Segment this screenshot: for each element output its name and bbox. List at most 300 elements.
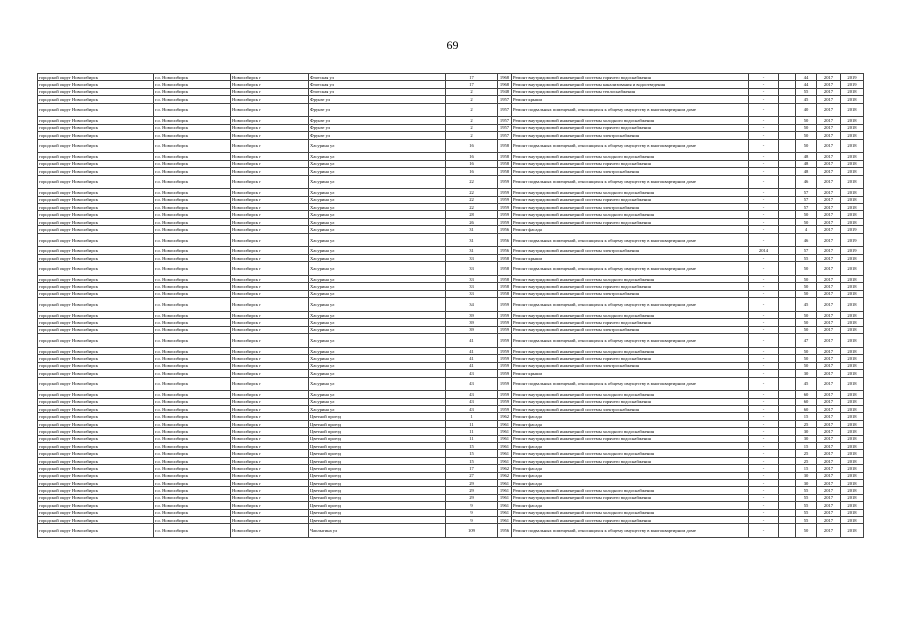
last-repair-cell: - — [749, 465, 779, 472]
work-type-cell: Ремонт крыши — [512, 254, 749, 261]
city-cell: Новосибирск г — [231, 443, 309, 450]
street-cell: Фрунзе ул — [309, 117, 446, 124]
last-repair-cell: - — [749, 81, 779, 88]
city-cell: Новосибирск г — [231, 465, 309, 472]
start-year-cell: 2017 — [817, 226, 841, 233]
municipality-cell: г.о. Новосибирск — [154, 160, 231, 167]
start-year-cell: 2017 — [817, 132, 841, 139]
count-cell: 57 — [796, 204, 817, 211]
end-year-cell: 2018 — [841, 96, 864, 103]
build-year-cell: 1959 — [498, 204, 512, 211]
count-cell: 50 — [796, 311, 817, 318]
work-type-cell: Ремонт фасада — [512, 443, 749, 450]
city-cell: Новосибирск г — [231, 117, 309, 124]
table-row — [38, 420, 864, 427]
extra-cell — [779, 472, 796, 479]
work-type-cell: Ремонт подвальных помещений, относящихся к общему имуществу в многоквартирном доме — [512, 139, 749, 153]
end-year-cell: 2018 — [841, 175, 864, 189]
build-year-cell: 1961 — [498, 450, 512, 457]
house-number-cell: 2 — [446, 96, 498, 103]
last-repair-cell: - — [749, 117, 779, 124]
table-row — [38, 443, 864, 450]
extra-cell — [779, 435, 796, 442]
work-type-cell: Ремонт внутридомовой инженерной системы горячего водоснабжения — [512, 218, 749, 225]
table-row — [38, 377, 864, 391]
last-repair-cell: 2014 — [749, 247, 779, 254]
table-row — [38, 362, 864, 369]
extra-cell — [779, 509, 796, 516]
count-cell: 50 — [796, 262, 817, 276]
extra-cell — [779, 124, 796, 131]
house-number-cell: 15 — [446, 443, 498, 450]
house-number-cell: 1 — [446, 413, 498, 420]
count-cell: 50 — [796, 362, 817, 369]
district-cell: городской округ Новосибирск — [38, 494, 154, 501]
count-cell: 57 — [796, 247, 817, 254]
last-repair-cell: - — [749, 347, 779, 354]
house-number-cell: 43 — [446, 391, 498, 398]
end-year-cell: 2018 — [841, 362, 864, 369]
build-year-cell: 1959 — [498, 311, 512, 318]
last-repair-cell: - — [749, 103, 779, 117]
extra-cell — [779, 132, 796, 139]
work-type-cell: Ремонт внутридомовой инженерной системы холодного водоснабжения — [512, 276, 749, 283]
count-cell: 44 — [796, 81, 817, 88]
start-year-cell: 2017 — [817, 196, 841, 203]
district-cell: городской округ Новосибирск — [38, 226, 154, 233]
municipality-cell: г.о. Новосибирск — [154, 74, 231, 81]
start-year-cell: 2017 — [817, 355, 841, 362]
district-cell: городской округ Новосибирск — [38, 398, 154, 405]
last-repair-cell: - — [749, 319, 779, 326]
end-year-cell: 2018 — [841, 139, 864, 153]
extra-cell — [779, 276, 796, 283]
house-number-cell: 22 — [446, 175, 498, 189]
start-year-cell: 2017 — [817, 283, 841, 290]
street-cell: Цветной проезд — [309, 465, 446, 472]
street-cell: Флотская ул — [309, 88, 446, 95]
table-row — [38, 509, 864, 516]
count-cell: 50 — [796, 124, 817, 131]
table-row — [38, 117, 864, 124]
end-year-cell: 2018 — [841, 391, 864, 398]
work-type-cell: Ремонт внутридомовой инженерной системы холодного водоснабжения — [512, 117, 749, 124]
count-cell: 46 — [796, 175, 817, 189]
work-type-cell: Ремонт подвальных помещений, относящихся к общему имуществу в многоквартирном доме — [512, 233, 749, 247]
municipality-cell: г.о. Новосибирск — [154, 276, 231, 283]
house-number-cell: 11 — [446, 420, 498, 427]
build-year-cell: 1957 — [498, 103, 512, 117]
work-type-cell: Ремонт внутридомовой инженерной системы горячего водоснабжения — [512, 124, 749, 131]
city-cell: Новосибирск г — [231, 362, 309, 369]
work-type-cell: Ремонт внутридомовой инженерной системы холодного водоснабжения — [512, 311, 749, 318]
city-cell: Новосибирск г — [231, 457, 309, 464]
street-cell: Хасурина ул — [309, 398, 446, 405]
table-row — [38, 233, 864, 247]
build-year-cell: 1961 — [498, 494, 512, 501]
end-year-cell: 2018 — [841, 290, 864, 297]
municipality-cell: г.о. Новосибирск — [154, 420, 231, 427]
last-repair-cell: - — [749, 406, 779, 413]
work-type-cell: Ремонт внутридомовой инженерной системы холодного водоснабжения — [512, 428, 749, 435]
last-repair-cell: - — [749, 88, 779, 95]
count-cell: 50 — [796, 347, 817, 354]
district-cell: городской округ Новосибирск — [38, 204, 154, 211]
count-cell: 60 — [796, 398, 817, 405]
house-number-cell: 29 — [446, 487, 498, 494]
build-year-cell: 1957 — [498, 132, 512, 139]
extra-cell — [779, 298, 796, 312]
district-cell: городской округ Новосибирск — [38, 262, 154, 276]
work-type-cell: Ремонт внутридомовой инженерной системы электроснабжения — [512, 168, 749, 175]
district-cell: городской округ Новосибирск — [38, 428, 154, 435]
table-row — [38, 262, 864, 276]
house-number-cell: 16 — [446, 168, 498, 175]
build-year-cell: 1962 — [498, 413, 512, 420]
table-row — [38, 276, 864, 283]
house-number-cell: 109 — [446, 524, 498, 538]
city-cell: Новосибирск г — [231, 509, 309, 516]
build-year-cell: 1961 — [498, 457, 512, 464]
house-number-cell: 31 — [446, 247, 498, 254]
house-number-cell: 28 — [446, 211, 498, 218]
last-repair-cell: - — [749, 487, 779, 494]
end-year-cell: 2018 — [841, 153, 864, 160]
extra-cell — [779, 391, 796, 398]
end-year-cell: 2018 — [841, 168, 864, 175]
last-repair-cell: - — [749, 457, 779, 464]
work-type-cell: Ремонт крыши — [512, 96, 749, 103]
extra-cell — [779, 189, 796, 196]
municipality-cell: г.о. Новосибирск — [154, 362, 231, 369]
street-cell: Хасурина ул — [309, 362, 446, 369]
district-cell: городской округ Новосибирск — [38, 370, 154, 377]
municipality-cell: г.о. Новосибирск — [154, 153, 231, 160]
house-number-cell: 22 — [446, 204, 498, 211]
extra-cell — [779, 326, 796, 333]
end-year-cell: 2018 — [841, 132, 864, 139]
start-year-cell: 2017 — [817, 168, 841, 175]
work-type-cell: Ремонт внутридомовой инженерной системы горячего водоснабжения — [512, 398, 749, 405]
end-year-cell: 2018 — [841, 88, 864, 95]
extra-cell — [779, 262, 796, 276]
start-year-cell: 2017 — [817, 420, 841, 427]
street-cell: Хасурина ул — [309, 262, 446, 276]
house-number-cell: 16 — [446, 139, 498, 153]
start-year-cell: 2017 — [817, 370, 841, 377]
district-cell: городской округ Новосибирск — [38, 160, 154, 167]
table-body — [38, 74, 864, 538]
work-type-cell: Ремонт внутридомовой инженерной системы электроснабжения — [512, 247, 749, 254]
municipality-cell: г.о. Новосибирск — [154, 117, 231, 124]
table-row — [38, 413, 864, 420]
municipality-cell: г.о. Новосибирск — [154, 413, 231, 420]
district-cell: городской округ Новосибирск — [38, 254, 154, 261]
start-year-cell: 2017 — [817, 480, 841, 487]
last-repair-cell: - — [749, 160, 779, 167]
build-year-cell: 1961 — [498, 435, 512, 442]
table-row — [38, 480, 864, 487]
street-cell: Флотская ул — [309, 81, 446, 88]
house-number-cell: 33 — [446, 290, 498, 297]
count-cell: 55 — [796, 516, 817, 523]
end-year-cell: 2018 — [841, 124, 864, 131]
house-number-cell: 2 — [446, 103, 498, 117]
house-number-cell: 43 — [446, 370, 498, 377]
table-row — [38, 311, 864, 318]
work-type-cell: Ремонт крыши — [512, 370, 749, 377]
house-number-cell: 11 — [446, 428, 498, 435]
start-year-cell: 2017 — [817, 334, 841, 348]
table-row — [38, 247, 864, 254]
last-repair-cell: - — [749, 413, 779, 420]
city-cell: Новосибирск г — [231, 81, 309, 88]
district-cell: городской округ Новосибирск — [38, 168, 154, 175]
start-year-cell: 2017 — [817, 487, 841, 494]
table-row — [38, 74, 864, 81]
start-year-cell: 2017 — [817, 160, 841, 167]
end-year-cell: 2018 — [841, 502, 864, 509]
work-type-cell: Ремонт внутридомовой инженерной системы горячего водоснабжения — [512, 516, 749, 523]
work-type-cell: Ремонт фасада — [512, 472, 749, 479]
street-cell: Цветной проезд — [309, 450, 446, 457]
municipality-cell: г.о. Новосибирск — [154, 472, 231, 479]
city-cell: Новосибирск г — [231, 96, 309, 103]
street-cell: Хасурина ул — [309, 175, 446, 189]
extra-cell — [779, 413, 796, 420]
municipality-cell: г.о. Новосибирск — [154, 355, 231, 362]
municipality-cell: г.о. Новосибирск — [154, 254, 231, 261]
district-cell: городской округ Новосибирск — [38, 420, 154, 427]
start-year-cell: 2017 — [817, 377, 841, 391]
municipality-cell: г.о. Новосибирск — [154, 480, 231, 487]
street-cell: Хасурина ул — [309, 153, 446, 160]
end-year-cell: 2018 — [841, 160, 864, 167]
street-cell: Хасурина ул — [309, 298, 446, 312]
last-repair-cell: - — [749, 524, 779, 538]
end-year-cell: 2018 — [841, 355, 864, 362]
end-year-cell: 2018 — [841, 472, 864, 479]
end-year-cell: 2018 — [841, 189, 864, 196]
table-row — [38, 124, 864, 131]
build-year-cell: 1962 — [498, 465, 512, 472]
last-repair-cell: - — [749, 391, 779, 398]
street-cell: Хасурина ул — [309, 218, 446, 225]
street-cell: Чаплыгина ул — [309, 524, 446, 538]
district-cell: городской округ Новосибирск — [38, 509, 154, 516]
table-row — [38, 457, 864, 464]
work-type-cell: Ремонт внутридомовой инженерной системы электроснабжения — [512, 290, 749, 297]
count-cell: 57 — [796, 196, 817, 203]
start-year-cell: 2017 — [817, 103, 841, 117]
extra-cell — [779, 117, 796, 124]
street-cell: Хасурина ул — [309, 283, 446, 290]
municipality-cell: г.о. Новосибирск — [154, 196, 231, 203]
count-cell: 48 — [796, 153, 817, 160]
municipality-cell: г.о. Новосибирск — [154, 168, 231, 175]
work-type-cell: Ремонт фасада — [512, 413, 749, 420]
city-cell: Новосибирск г — [231, 153, 309, 160]
count-cell: 30 — [796, 370, 817, 377]
extra-cell — [779, 196, 796, 203]
house-number-cell: 43 — [446, 377, 498, 391]
count-cell: 50 — [796, 139, 817, 153]
last-repair-cell: - — [749, 168, 779, 175]
start-year-cell: 2017 — [817, 509, 841, 516]
start-year-cell: 2017 — [817, 428, 841, 435]
count-cell: 44 — [796, 74, 817, 81]
house-number-cell: 9 — [446, 502, 498, 509]
district-cell: городской округ Новосибирск — [38, 218, 154, 225]
end-year-cell: 2018 — [841, 509, 864, 516]
city-cell: Новосибирск г — [231, 290, 309, 297]
work-type-cell: Ремонт внутридомовой инженерной системы холодного водоснабжения — [512, 347, 749, 354]
work-type-cell: Ремонт внутридомовой инженерной системы холодного водоснабжения — [512, 391, 749, 398]
work-type-cell: Ремонт внутридомовой инженерной системы канализования и водоотведения — [512, 81, 749, 88]
last-repair-cell: - — [749, 218, 779, 225]
count-cell: 45 — [796, 298, 817, 312]
municipality-cell: г.о. Новосибирск — [154, 262, 231, 276]
city-cell: Новосибирск г — [231, 450, 309, 457]
work-type-cell: Ремонт внутридомовой инженерной системы горячего водоснабжения — [512, 319, 749, 326]
start-year-cell: 2017 — [817, 494, 841, 501]
city-cell: Новосибирск г — [231, 355, 309, 362]
street-cell: Цветной проезд — [309, 480, 446, 487]
municipality-cell: г.о. Новосибирск — [154, 96, 231, 103]
extra-cell — [779, 96, 796, 103]
street-cell: Цветной проезд — [309, 457, 446, 464]
district-cell: городской округ Новосибирск — [38, 189, 154, 196]
house-number-cell: 43 — [446, 406, 498, 413]
last-repair-cell: - — [749, 355, 779, 362]
end-year-cell: 2018 — [841, 204, 864, 211]
municipality-cell: г.о. Новосибирск — [154, 406, 231, 413]
last-repair-cell: - — [749, 196, 779, 203]
street-cell: Фрунзе ул — [309, 96, 446, 103]
count-cell: 46 — [796, 233, 817, 247]
street-cell: Цветной проезд — [309, 420, 446, 427]
end-year-cell: 2018 — [841, 370, 864, 377]
last-repair-cell: - — [749, 443, 779, 450]
district-cell: городской округ Новосибирск — [38, 132, 154, 139]
work-type-cell: Ремонт внутридомовой инженерной системы электроснабжения — [512, 132, 749, 139]
work-type-cell: Ремонт подвальных помещений, относящихся к общему имуществу в многоквартирном доме — [512, 334, 749, 348]
start-year-cell: 2017 — [817, 262, 841, 276]
house-number-cell: 39 — [446, 326, 498, 333]
count-cell: 48 — [796, 160, 817, 167]
start-year-cell: 2017 — [817, 74, 841, 81]
city-cell: Новосибирск г — [231, 334, 309, 348]
count-cell: 30 — [796, 435, 817, 442]
extra-cell — [779, 398, 796, 405]
start-year-cell: 2017 — [817, 153, 841, 160]
work-type-cell: Ремонт внутридомовой инженерной системы теплоснабжения — [512, 88, 749, 95]
start-year-cell: 2017 — [817, 96, 841, 103]
count-cell: 50 — [796, 319, 817, 326]
last-repair-cell: - — [749, 153, 779, 160]
city-cell: Новосибирск г — [231, 132, 309, 139]
city-cell: Новосибирск г — [231, 420, 309, 427]
city-cell: Новосибирск г — [231, 168, 309, 175]
work-type-cell: Ремонт внутридомовой инженерной системы горячего водоснабжения — [512, 435, 749, 442]
house-number-cell: 22 — [446, 196, 498, 203]
last-repair-cell: - — [749, 74, 779, 81]
district-cell: городской округ Новосибирск — [38, 435, 154, 442]
build-year-cell: 1968 — [498, 81, 512, 88]
municipality-cell: г.о. Новосибирск — [154, 81, 231, 88]
last-repair-cell: - — [749, 254, 779, 261]
work-type-cell: Ремонт фасада — [512, 420, 749, 427]
build-year-cell: 1956 — [498, 524, 512, 538]
build-year-cell: 1958 — [498, 290, 512, 297]
table-row — [38, 132, 864, 139]
table-row — [38, 168, 864, 175]
last-repair-cell: - — [749, 139, 779, 153]
last-repair-cell: - — [749, 132, 779, 139]
start-year-cell: 2017 — [817, 139, 841, 153]
street-cell: Хасурина ул — [309, 204, 446, 211]
build-year-cell: 1957 — [498, 124, 512, 131]
street-cell: Хасурина ул — [309, 168, 446, 175]
count-cell: 15 — [796, 413, 817, 420]
end-year-cell: 2018 — [841, 480, 864, 487]
build-year-cell: 1958 — [498, 160, 512, 167]
extra-cell — [779, 218, 796, 225]
count-cell: 30 — [796, 428, 817, 435]
table-row — [38, 494, 864, 501]
municipality-cell: г.о. Новосибирск — [154, 283, 231, 290]
district-cell: городской округ Новосибирск — [38, 319, 154, 326]
work-type-cell: Ремонт внутридомовой инженерной системы холодного водоснабжения — [512, 189, 749, 196]
table-row — [38, 96, 864, 103]
city-cell: Новосибирск г — [231, 311, 309, 318]
last-repair-cell: - — [749, 211, 779, 218]
extra-cell — [779, 362, 796, 369]
district-cell: городской округ Новосибирск — [38, 311, 154, 318]
municipality-cell: г.о. Новосибирск — [154, 175, 231, 189]
municipality-cell: г.о. Новосибирск — [154, 465, 231, 472]
last-repair-cell: - — [749, 502, 779, 509]
city-cell: Новосибирск г — [231, 211, 309, 218]
extra-cell — [779, 153, 796, 160]
city-cell: Новосибирск г — [231, 398, 309, 405]
house-number-cell: 41 — [446, 362, 498, 369]
house-number-cell: 29 — [446, 494, 498, 501]
work-type-cell: Ремонт внутридомовой инженерной системы горячего водоснабжения — [512, 283, 749, 290]
work-type-cell: Ремонт подвальных помещений, относящихся к общему имуществу в многоквартирном доме — [512, 262, 749, 276]
build-year-cell: 1959 — [498, 218, 512, 225]
house-number-cell: 2 — [446, 132, 498, 139]
start-year-cell: 2017 — [817, 276, 841, 283]
district-cell: городской округ Новосибирск — [38, 124, 154, 131]
count-cell: 30 — [796, 480, 817, 487]
house-number-cell: 41 — [446, 347, 498, 354]
count-cell: 40 — [796, 103, 817, 117]
table-row — [38, 175, 864, 189]
municipality-cell: г.о. Новосибирск — [154, 298, 231, 312]
count-cell: 15 — [796, 465, 817, 472]
end-year-cell: 2018 — [841, 262, 864, 276]
house-number-cell: 9 — [446, 516, 498, 523]
build-year-cell: 1961 — [498, 420, 512, 427]
work-type-cell: Ремонт внутридомовой инженерной системы горячего водоснабжения — [512, 355, 749, 362]
extra-cell — [779, 204, 796, 211]
last-repair-cell: - — [749, 420, 779, 427]
build-year-cell: 1958 — [498, 276, 512, 283]
municipality-cell: г.о. Новосибирск — [154, 443, 231, 450]
build-year-cell: 1961 — [498, 487, 512, 494]
end-year-cell: 2018 — [841, 103, 864, 117]
